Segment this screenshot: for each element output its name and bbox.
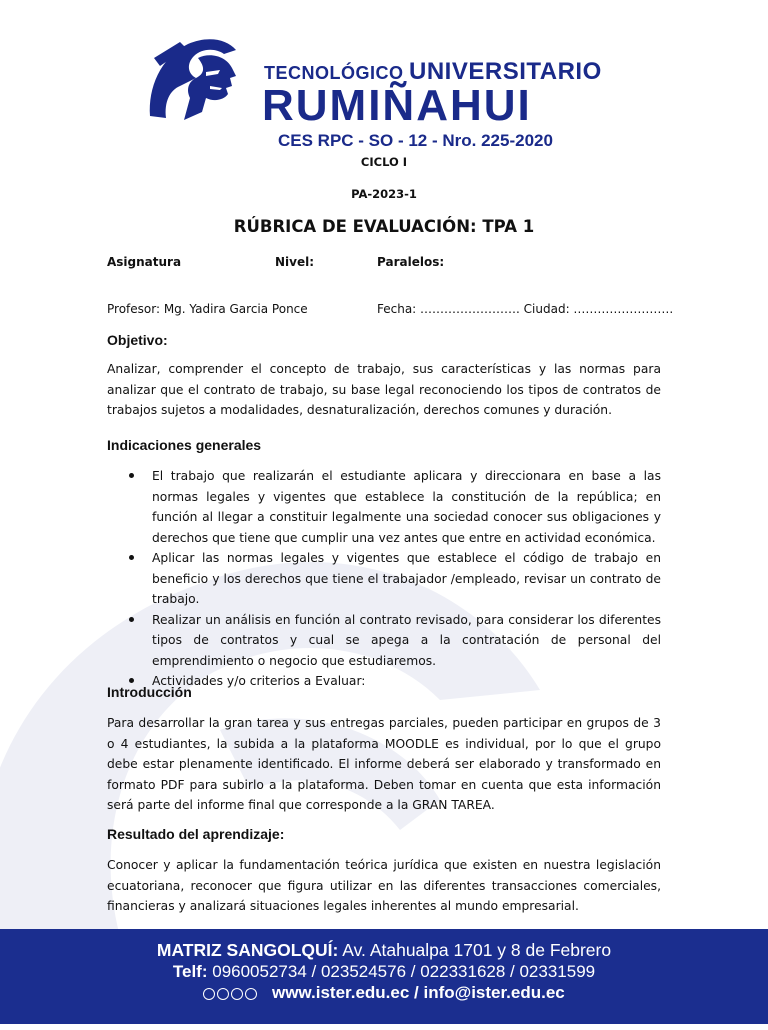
profesor-field: Profesor: Mg. Yadira Garcia Ponce bbox=[107, 302, 308, 316]
indicaciones-list bbox=[107, 466, 661, 692]
institution-logo bbox=[140, 28, 620, 150]
logo-line-1-big: UNIVERSITARIO bbox=[409, 58, 602, 85]
list-item: Aplicar las normas legales y vigentes que establece el código de trabajo en beneficio y los derechos que tiene el trabajador /empleado, revisar un contrato de trabajo. bbox=[107, 548, 661, 610]
objetivo-heading: Objetivo: bbox=[107, 332, 168, 348]
footer-phones bbox=[0, 962, 768, 982]
footer-website-email-link[interactable]: www.ister.edu.ec / info@ister.edu.ec bbox=[271, 983, 565, 1002]
twitter-icon[interactable] bbox=[231, 988, 243, 1000]
objetivo-text: Analizar, comprender el concepto de trabajo, sus características y las normas para analizar que el contrato de trabajo, su base legal reconociendo los tipos de contratos de trabajos sujetos a modalidades, desnaturalización, derechos comunes y duración. bbox=[107, 362, 661, 417]
page-title: RÚBRICA DE EVALUACIÓN: TPA 1 bbox=[233, 217, 535, 236]
list-item: Actividades y/o criterios a Evaluar: bbox=[107, 671, 661, 692]
list-item: Realizar un análisis en función al contrato revisado, para considerar los diferentes tipos de contratos y cual se apega a la contratación de personal del emprendimiento o negocio que estudiaremos. bbox=[107, 610, 661, 672]
paralelos-label: Paralelos: bbox=[377, 255, 445, 269]
footer-address bbox=[0, 940, 768, 961]
footer-web-email bbox=[0, 983, 768, 1004]
introduccion-heading: Introducción bbox=[107, 684, 192, 700]
footer-matriz-label: MATRIZ SANGOLQUÍ: bbox=[156, 940, 339, 960]
list-item: El trabajo que realizarán el estudiante aplicara y direccionara en base a las normas legales y vigentes que establece la constitución de la república; en función al llegar a constituir legalmente una sociedad conocer sus obligaciones y derechos que tiene que cumplir una vez antes que entre en actividad económica. bbox=[107, 466, 661, 548]
asignatura-label: Asignatura bbox=[107, 255, 182, 269]
footer-telf-numbers: 0960052734 / 023524576 / 022331628 / 02331599 bbox=[212, 962, 596, 981]
email-icon[interactable] bbox=[245, 988, 257, 1000]
logo-line-1-small: TECNOLÓGICO bbox=[264, 63, 404, 83]
logo-line-3: CES RPC - SO - 12 - Nro. 225-2020 bbox=[278, 131, 553, 150]
periodo-label: PA-2023-1 bbox=[351, 187, 417, 201]
resultado-text: Conocer y aplicar la fundamentación teórica jurídica que existen en nuestra legislación ecuatoriana, reconocer que figura utilizar en las diferentes transacciones comerciales, financieras y analizará situaciones legales inherentes al mundo empresarial. bbox=[107, 858, 661, 913]
rumiñahui-head-logo-icon bbox=[140, 28, 250, 128]
footer-band bbox=[0, 929, 768, 1024]
nivel-label: Nivel: bbox=[275, 255, 315, 269]
instagram-icon[interactable] bbox=[217, 988, 229, 1000]
fecha-ciudad-field: Fecha: ……………………. Ciudad: ……………………. bbox=[377, 302, 674, 316]
introduccion-text: Para desarrollar la gran tarea y sus entregas parciales, pueden participar en grupos de 3 o 4 estudiantes, la subida a la plataforma MOODLE es individual, por lo que el grupo debe estar plenamente identificado. El informe deberá ser elaborado y transformado en formato PDF para subirlo a la plataforma. Deben tomar en cuenta que esta información será parte del informe final que corresponde a la GRAN TAREA. bbox=[107, 716, 661, 812]
ciclo-label: CICLO I bbox=[360, 155, 408, 169]
footer-matriz-address: Av. Atahualpa 1701 y 8 de Febrero bbox=[342, 940, 612, 960]
facebook-icon[interactable] bbox=[203, 988, 215, 1000]
social-icons bbox=[203, 984, 259, 1004]
logo-line-2: RUMIÑAHUI bbox=[262, 81, 532, 130]
footer-telf-label: Telf: bbox=[172, 962, 208, 981]
resultado-heading: Resultado del aprendizaje: bbox=[107, 826, 285, 842]
indicaciones-heading: Indicaciones generales bbox=[107, 437, 262, 453]
